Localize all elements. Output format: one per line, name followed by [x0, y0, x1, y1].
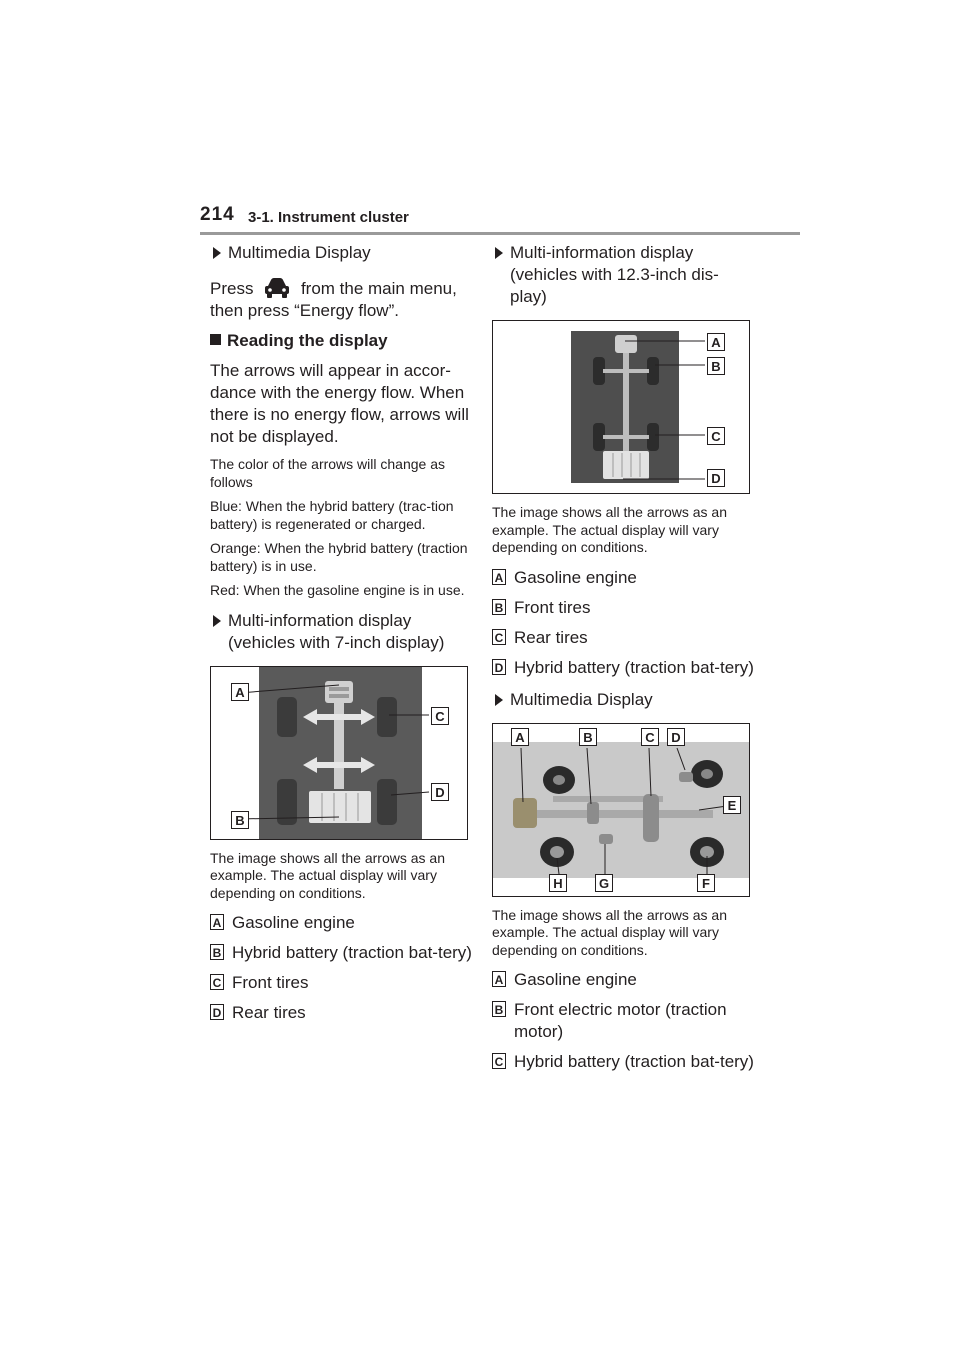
multimedia-heading: Multimedia Display — [210, 242, 472, 264]
callout-b: B — [579, 728, 597, 746]
figure1-caption: The image shows all the arrows as an example. The actual display will vary depending on conditions. — [210, 849, 445, 901]
triangle-bullet-icon — [495, 694, 503, 706]
legend-key: D — [210, 1004, 224, 1020]
figure-multimedia-svg — [493, 724, 749, 896]
figure-7inch-svg — [211, 667, 467, 839]
legend-key: A — [492, 971, 506, 987]
legend-item: A Gasoline engine — [210, 912, 472, 934]
car-icon — [262, 276, 292, 300]
legend-key: A — [210, 914, 224, 930]
right-column — [492, 242, 754, 1081]
callout-d: D — [431, 783, 449, 801]
legend-item: A Gasoline engine — [492, 969, 754, 991]
legend-key: B — [210, 944, 224, 960]
legend-item: C Hybrid battery (traction bat-tery) — [492, 1051, 754, 1073]
mid12-heading: Multi-information display (vehicles with 12.3-inch dis-play) — [492, 242, 754, 308]
figure-7inch-display — [210, 666, 468, 840]
orange-note: Orange: When the hybrid battery (traction battery) is in use. — [210, 540, 468, 574]
arrows-paragraph: The arrows will appear in accor-dance with the energy flow. When there is no energy flow, arrows will not be displayed. — [210, 361, 469, 446]
callout-c: C — [641, 728, 659, 746]
legend-item: B Hybrid battery (traction bat-tery) — [210, 942, 472, 964]
figure-12inch-display — [492, 320, 750, 494]
reading-heading: Reading the display — [210, 330, 472, 352]
color-intro: The color of the arrows will change as follows — [210, 456, 445, 490]
mid7-heading: Multi-information display (vehicles with 7-inch display) — [210, 610, 472, 654]
legend-key: C — [210, 974, 224, 990]
legend-key: C — [492, 1053, 506, 1069]
figure3-caption: The image shows all the arrows as an example. The actual display will vary depending on conditions. — [492, 906, 727, 958]
square-bullet-icon — [210, 334, 221, 345]
callout-h: H — [549, 874, 567, 892]
header-rule — [200, 232, 800, 235]
figure2-caption: The image shows all the arrows as an example. The actual display will vary depending on conditions. — [492, 504, 727, 555]
blue-note: Blue: When the hybrid battery (trac-tion battery) is regenerated or charged. — [210, 498, 454, 532]
callout-d: D — [667, 728, 685, 746]
triangle-bullet-icon — [213, 247, 221, 259]
legend-key: A — [492, 569, 506, 585]
legend-item: B Front electric motor (traction motor) — [492, 999, 754, 1043]
callout-g: G — [595, 874, 613, 892]
callout-d: D — [707, 469, 725, 487]
legend-key: C — [492, 629, 506, 645]
multimedia-heading-right: Multimedia Display — [492, 689, 754, 711]
legend-item: C Rear tires — [492, 627, 754, 649]
callout-e: E — [723, 796, 741, 814]
legend-item: D Hybrid battery (traction bat-tery) — [492, 657, 754, 679]
triangle-bullet-icon — [213, 615, 221, 627]
callout-a: A — [231, 683, 249, 701]
callout-f: F — [697, 874, 715, 892]
legend-item: C Front tires — [210, 972, 472, 994]
callout-a: A — [707, 333, 725, 351]
callout-b: B — [231, 811, 249, 829]
callout-a: A — [511, 728, 529, 746]
triangle-bullet-icon — [495, 247, 503, 259]
figure-multimedia-display — [492, 723, 750, 897]
legend-key: B — [492, 599, 506, 615]
callout-c: C — [431, 707, 449, 725]
legend-item: B Front tires — [492, 597, 754, 619]
legend-key: B — [492, 1001, 506, 1017]
red-note: Red: When the gasoline engine is in use. — [210, 582, 465, 598]
legend-item: A Gasoline engine — [492, 567, 754, 589]
page-number: 214 — [200, 204, 235, 225]
legend-item: D Rear tires — [210, 1002, 472, 1024]
legend-key: D — [492, 659, 506, 675]
callout-c: C — [707, 427, 725, 445]
left-column — [210, 242, 472, 1032]
section-title: 3-1. Instrument cluster — [248, 209, 409, 226]
callout-b: B — [707, 357, 725, 375]
press-instruction: Press from the main menu, then press “Energy flow”. — [210, 276, 472, 322]
